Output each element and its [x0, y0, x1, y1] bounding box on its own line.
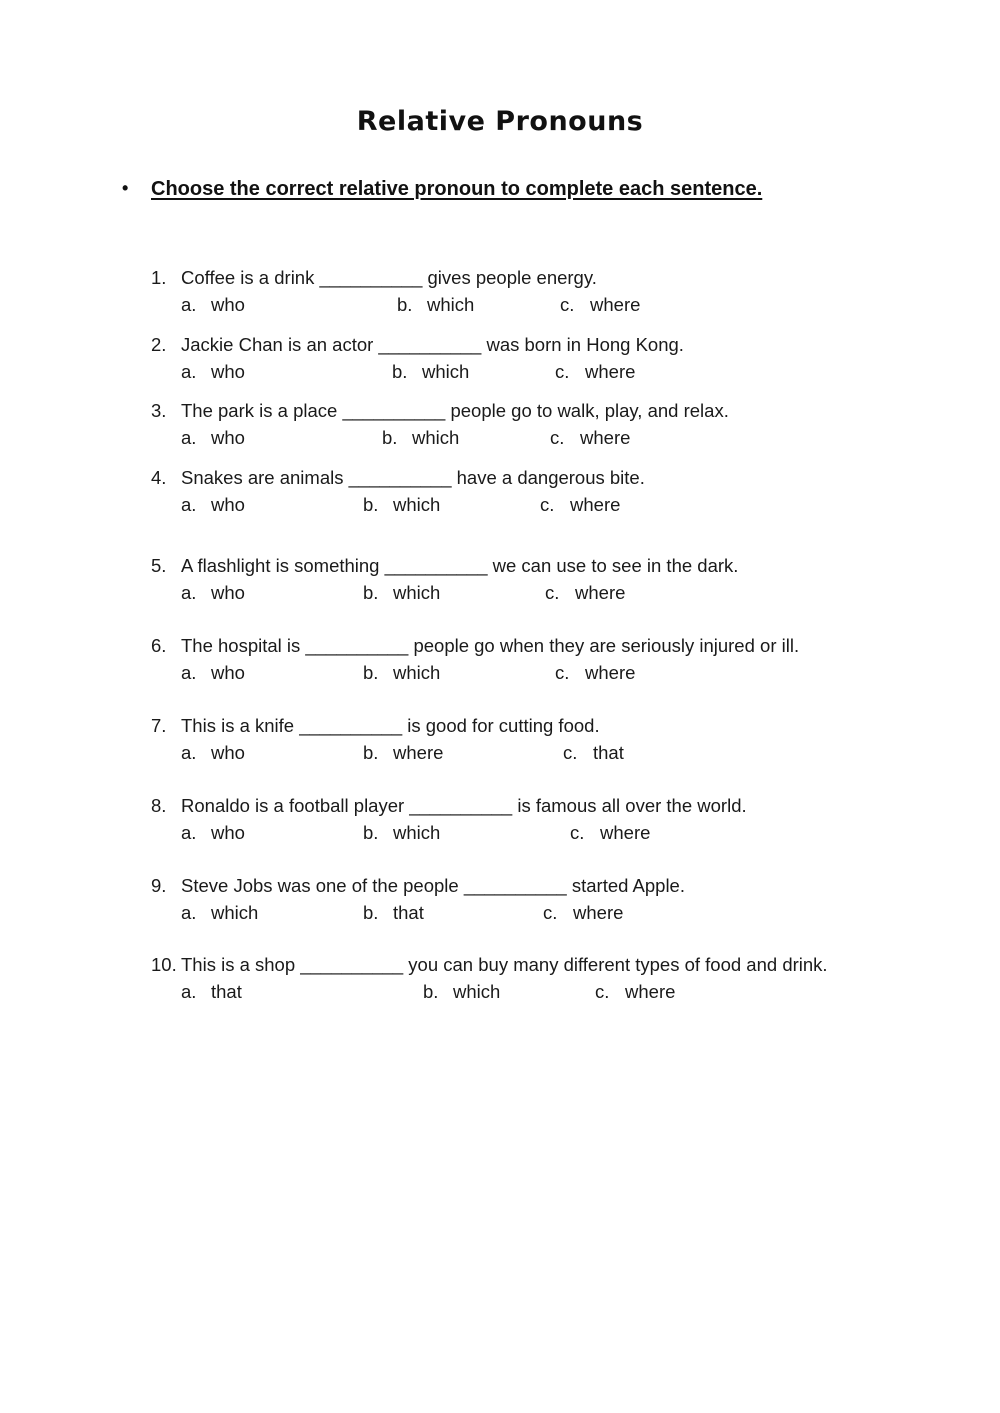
question-text: This is a shop __________ you can buy many different types of food and drink.: [181, 954, 828, 975]
option-a[interactable]: a. which: [181, 902, 259, 923]
bullet-icon: •: [122, 178, 129, 198]
option-c[interactable]: c. that: [563, 742, 624, 763]
option-c[interactable]: c. where: [555, 662, 636, 683]
question-10: [151, 951, 931, 1005]
option-b[interactable]: b. which: [363, 662, 441, 683]
option-a[interactable]: a. who: [181, 822, 245, 843]
option-b[interactable]: b. which: [382, 427, 460, 448]
option-c[interactable]: c. where: [595, 981, 676, 1002]
option-a[interactable]: a. who: [181, 427, 245, 448]
option-b[interactable]: b. which: [397, 294, 475, 315]
option-a[interactable]: a. who: [181, 662, 245, 683]
option-c[interactable]: c. where: [560, 294, 641, 315]
question-number: 9.: [151, 875, 167, 896]
question-text: This is a knife __________ is good for cutting food.: [181, 715, 600, 736]
question-text: Steve Jobs was one of the people __________ started Apple.: [181, 875, 685, 896]
option-b[interactable]: b. where: [363, 742, 444, 763]
question-text: Snakes are animals __________ have a dangerous bite.: [181, 467, 645, 488]
question-3: [151, 397, 931, 451]
option-c[interactable]: c. where: [545, 582, 626, 603]
option-b[interactable]: b. which: [363, 494, 441, 515]
option-a[interactable]: a. who: [181, 742, 245, 763]
instruction-text: Choose the correct relative pronoun to complete each sentence.: [151, 178, 763, 200]
option-c[interactable]: c. where: [550, 427, 631, 448]
option-b[interactable]: b. which: [423, 981, 501, 1002]
option-c[interactable]: c. where: [540, 494, 621, 515]
option-a[interactable]: a. that: [181, 981, 242, 1002]
question-number: 4.: [151, 467, 167, 488]
question-number: 2.: [151, 334, 167, 355]
option-a[interactable]: a. who: [181, 361, 245, 382]
question-text: The park is a place __________ people go to walk, play, and relax.: [181, 400, 729, 421]
question-6: [151, 632, 931, 686]
question-4: [151, 464, 931, 518]
option-a[interactable]: a. who: [181, 582, 245, 603]
option-c[interactable]: c. where: [543, 902, 624, 923]
option-a[interactable]: a. who: [181, 494, 245, 515]
question-text: Jackie Chan is an actor __________ was born in Hong Kong.: [181, 334, 684, 355]
question-number: 6.: [151, 635, 167, 656]
question-5: [151, 552, 931, 606]
question-7: [151, 712, 931, 766]
question-text: A flashlight is something __________ we can use to see in the dark.: [181, 555, 739, 576]
page-title: Relative Pronouns: [356, 106, 644, 137]
question-text: The hospital is __________ people go when they are seriously injured or ill.: [181, 635, 800, 656]
question-number: 7.: [151, 715, 167, 736]
question-number: 10.: [151, 954, 177, 975]
question-1: [151, 264, 931, 318]
option-b[interactable]: b. which: [363, 822, 441, 843]
question-text: Ronaldo is a football player __________ is famous all over the world.: [181, 795, 747, 816]
option-c[interactable]: c. where: [555, 361, 636, 382]
question-text: Coffee is a drink __________ gives people energy.: [181, 267, 597, 288]
option-b[interactable]: b. which: [363, 582, 441, 603]
question-number: 1.: [151, 267, 167, 288]
question-number: 3.: [151, 400, 167, 421]
question-2: [151, 331, 931, 385]
question-number: 8.: [151, 795, 167, 816]
question-number: 5.: [151, 555, 167, 576]
option-b[interactable]: b. which: [392, 361, 470, 382]
option-c[interactable]: c. where: [570, 822, 651, 843]
question-8: [151, 792, 931, 846]
option-a[interactable]: a. who: [181, 294, 245, 315]
question-9: [151, 872, 931, 926]
option-b[interactable]: b. that: [363, 902, 424, 923]
